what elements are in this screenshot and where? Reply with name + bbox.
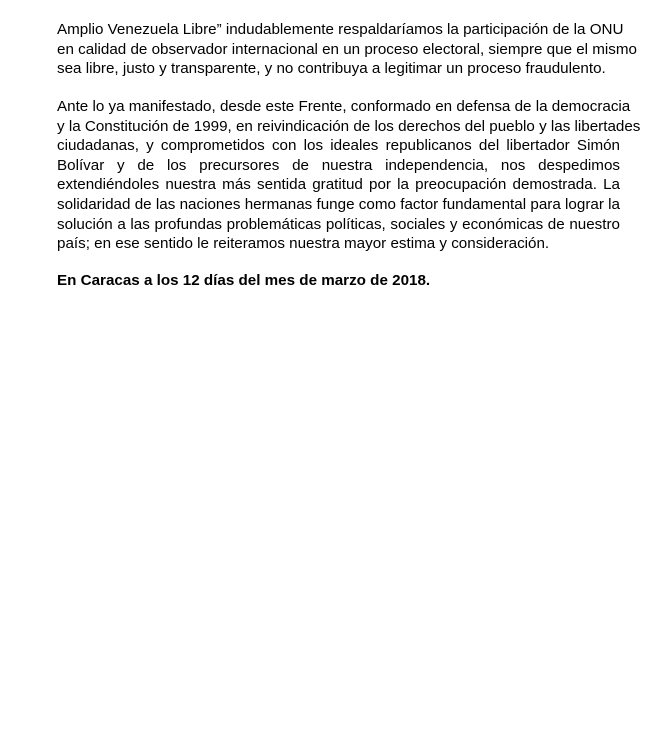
paragraph-observer-support [57, 20, 637, 79]
text-line: Bolívar y de los precursores de nuestra independencia, nos despedimos [57, 156, 620, 174]
text-line: Amplio Venezuela Libre” indudablemente respaldaríamos la participación de la ONU [57, 21, 624, 38]
text-line: país; en ese sentido le reiteramos nuestra mayor estima y consideración. [57, 235, 550, 253]
text-line: sea libre, justo y transparente, y no contribuya a legitimar un proceso fraudulento. [57, 60, 606, 78]
text-line: Ante lo ya manifestado, desde este Frente, conformado en defensa de la democracia [57, 98, 631, 115]
date-line [57, 271, 620, 291]
text-line: solución a las profundas problemáticas políticas, sociales y económicas de nuestro [57, 215, 620, 233]
text-line: extendiéndoles nuestra más sentida gratitud por la preocupación demostrada. La [57, 176, 620, 194]
text-line: En Caracas a los 12 días del mes de marzo de 2018. [57, 272, 431, 289]
text-line: solidaridad de las naciones hermanas funge como factor fundamental para lograr la [57, 195, 620, 213]
text-line: y la Constitución de 1999, en reivindicación de los derechos del pueblo y las libertades [57, 117, 641, 135]
text-line: ciudadanas, y comprometidos con los ideales republicanos del libertador Simón [57, 137, 620, 155]
paragraph-closing-gratitude [57, 97, 641, 254]
text-line: en calidad de observador internacional en un proceso electoral, siempre que el mismo [57, 40, 637, 58]
